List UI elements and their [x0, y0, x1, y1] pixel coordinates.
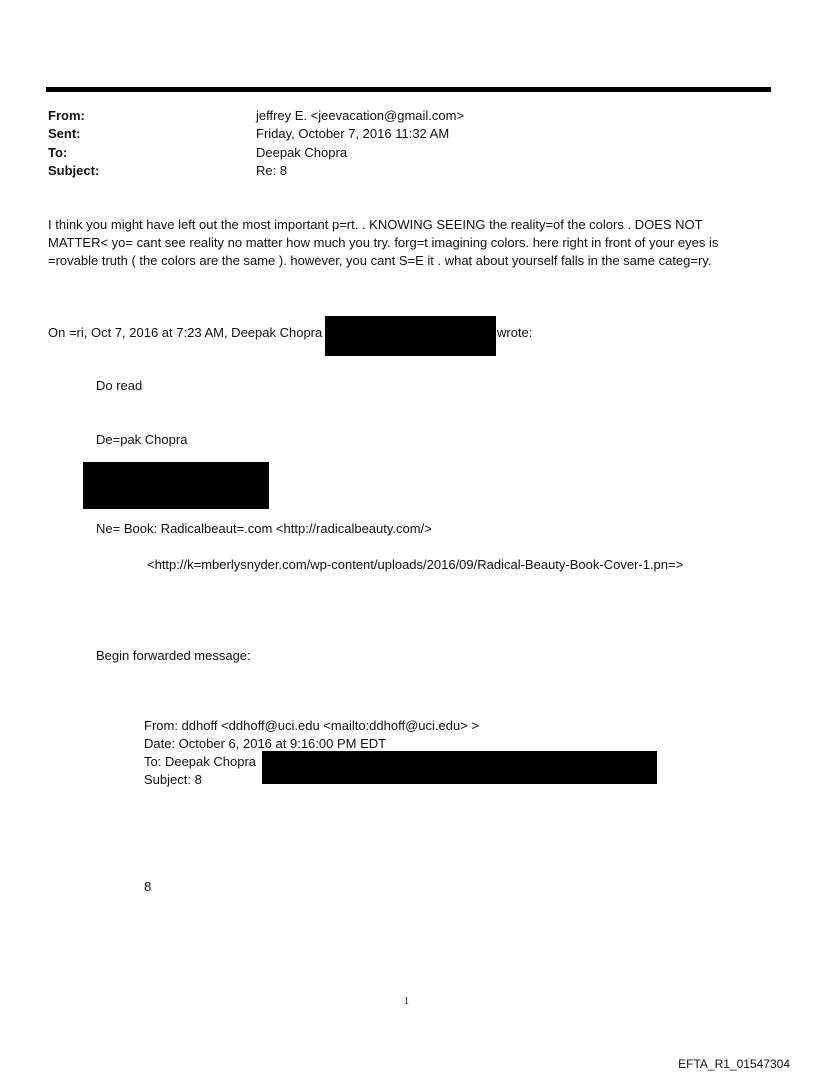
- to-label: To:: [48, 145, 68, 160]
- header-rule: [46, 87, 771, 92]
- sent-label: Sent:: [48, 126, 81, 141]
- forwarded-body: 8: [144, 879, 152, 894]
- email-body: I think you might have left out the most important p=rt. . KNOWING SEEING the reality=of the colors . DOES NOT MATTER< yo= cant see reality no matter how much you try. forg=t imagining colors. here right in front of your eyes is =rovable truth ( the colors are the same ). however, you cant S=E it . what about yourself falls in the same categ=ry.: [48, 217, 719, 268]
- quote-intro-prefix: On =ri, Oct 7, 2016 at 7:23 AM, Deepak Chopra: [48, 325, 323, 340]
- bates-number: EFTA_R1_01547304: [678, 1057, 790, 1071]
- forwarded-subject: Subject: 8: [144, 772, 202, 787]
- quote-intro-suffix: wrote:: [497, 325, 533, 340]
- from-value: jeffrey E. <jeevacation@gmail.com>: [256, 108, 465, 123]
- forwarded-to: To: Deepak Chopra: [144, 754, 257, 769]
- subject-label: Subject:: [48, 163, 100, 178]
- to-value: Deepak Chopra: [256, 145, 348, 160]
- forwarded-date: Date: October 6, 2016 at 9:16:00 PM EDT: [144, 736, 387, 751]
- subject-value: Re: 8: [256, 163, 288, 178]
- forwarded-label: Begin forwarded message:: [96, 648, 251, 663]
- quote-do-read: Do read: [96, 378, 143, 393]
- quote-image-link: <http://k=mberlysnyder.com/wp-content/uploads/2016/09/Radical-Beauty-Book-Cover-1.pn=>: [147, 557, 684, 572]
- forwarded-from: From: ddhoff <ddhoff@uci.edu <mailto:ddhoff@uci.edu> >: [144, 718, 480, 733]
- quote-book-line: Ne= Book: Radicalbeaut=.com <http://radicalbeauty.com/>: [96, 521, 432, 536]
- redaction-box: [262, 751, 657, 784]
- from-label: From:: [48, 108, 85, 123]
- page-number: 1: [404, 996, 409, 1007]
- quote-signature: De=pak Chopra: [96, 432, 188, 447]
- redaction-box: [83, 462, 269, 509]
- sent-value: Friday, October 7, 2016 11:32 AM: [256, 126, 450, 141]
- redaction-box: [325, 316, 496, 356]
